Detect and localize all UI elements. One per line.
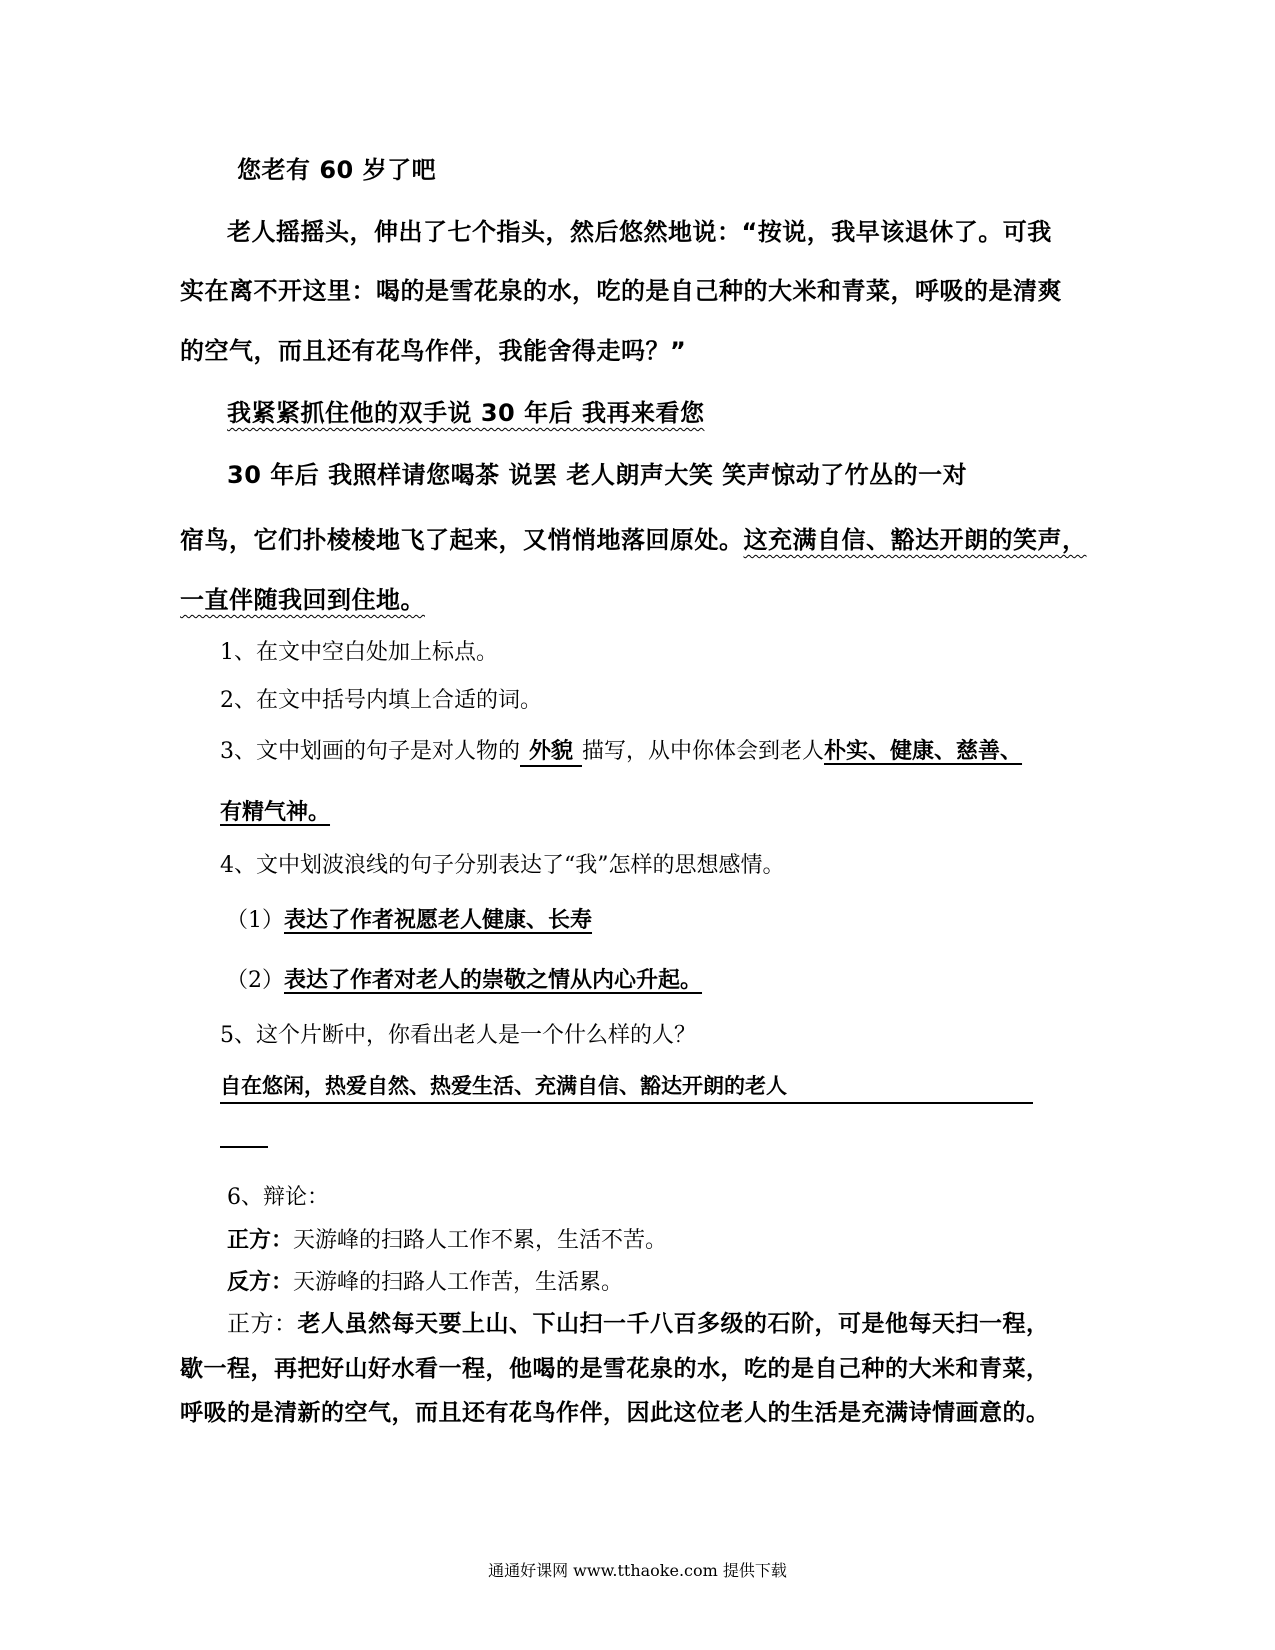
argument-line: 呼吸的是清新的空气，而且还有花鸟作伴，因此这位老人的生活是充满诗情画意的。 (180, 1400, 1050, 1426)
question-6: 6、辩论： (227, 1185, 329, 1210)
answer-text: 表达了作者祝愿老人健康、长寿 (284, 908, 593, 933)
pro-text: 天游峰的扫路人工作不累，生活不苦。 (293, 1228, 668, 1253)
question-5: 5、这个片断中，你看出老人是一个什么样的人？ (220, 1023, 696, 1048)
passage-line: 您老有 60 岁了吧 (237, 156, 437, 184)
answer-blank: 外貌 (520, 734, 582, 767)
answer-text: 有精气神。 (220, 800, 331, 825)
passage-line-wavy: 我紧紧抓住他的双手说 30 年后 我再来看您 (227, 399, 705, 427)
argument-text: 老人虽然每天要上山、下山扫一千八百多级的石阶，可是他每天扫一程， (297, 1311, 1050, 1337)
pro-label: 正方： (227, 1228, 294, 1253)
argument-label: 正方： (227, 1311, 298, 1337)
page-footer: 通通好课网 www.tthaoke.com 提供下载 (488, 1561, 787, 1580)
passage-line: 30 年后 我照样请您喝茶 说罢 老人朗声大笑 笑声惊动了竹丛的一对 (227, 461, 968, 489)
argument-line (227, 1305, 1050, 1338)
answer-number: （1） (226, 908, 284, 933)
answer-line: 自在悠闲，热爱自然、热爱生活、充满自信、豁达开朗的老人 (220, 1070, 1033, 1104)
passage-line-wavy: 一直伴随我回到住地。 (180, 586, 425, 614)
debate-pro (227, 1223, 667, 1254)
question-4: 4、文中划波浪线的句子分别表达了“我”怎样的思想感情。 (220, 853, 785, 878)
passage-line: 老人摇摇头，伸出了七个指头，然后悠然地说：“按说，我早该退休了。可我 (227, 218, 1052, 246)
question-3 (220, 734, 1022, 767)
question-1: 1、在文中空白处加上标点。 (220, 640, 498, 665)
argument-line: 歇一程，再把好山好水看一程，他喝的是雪花泉的水，吃的是自己种的大米和青菜， (180, 1356, 1050, 1382)
passage-text: 宿鸟，它们扑棱棱地飞了起来，又悄悄地落回原处。 (180, 526, 744, 554)
con-label: 反方： (227, 1270, 294, 1295)
con-text: 天游峰的扫路人工作苦，生活累。 (293, 1270, 624, 1295)
answer-line (226, 963, 702, 994)
passage-line (180, 520, 1087, 555)
answer-text: 朴实、健康、慈善、 (824, 739, 1023, 764)
question-text: 描写，从中你体会到老人 (582, 739, 825, 764)
debate-con (227, 1265, 623, 1296)
answer-line (226, 903, 592, 934)
answer-blank-continuation (220, 1146, 268, 1148)
passage-wavy-text: 这充满自信、豁达开朗的笑声， (743, 526, 1087, 554)
answer-number: （2） (226, 968, 284, 993)
question-text: 3、文中划画的句子是对人物的 (220, 739, 520, 764)
passage-line: 的空气，而且还有花鸟作伴，我能舍得走吗？” (180, 337, 687, 365)
answer-text: 表达了作者对老人的崇敬之情从内心升起。 (284, 968, 703, 993)
question-2: 2、在文中括号内填上合适的词。 (220, 688, 542, 713)
passage-line: 实在离不开这里：喝的是雪花泉的水，吃的是自己种的大米和青菜，呼吸的是清爽 (180, 277, 1062, 305)
